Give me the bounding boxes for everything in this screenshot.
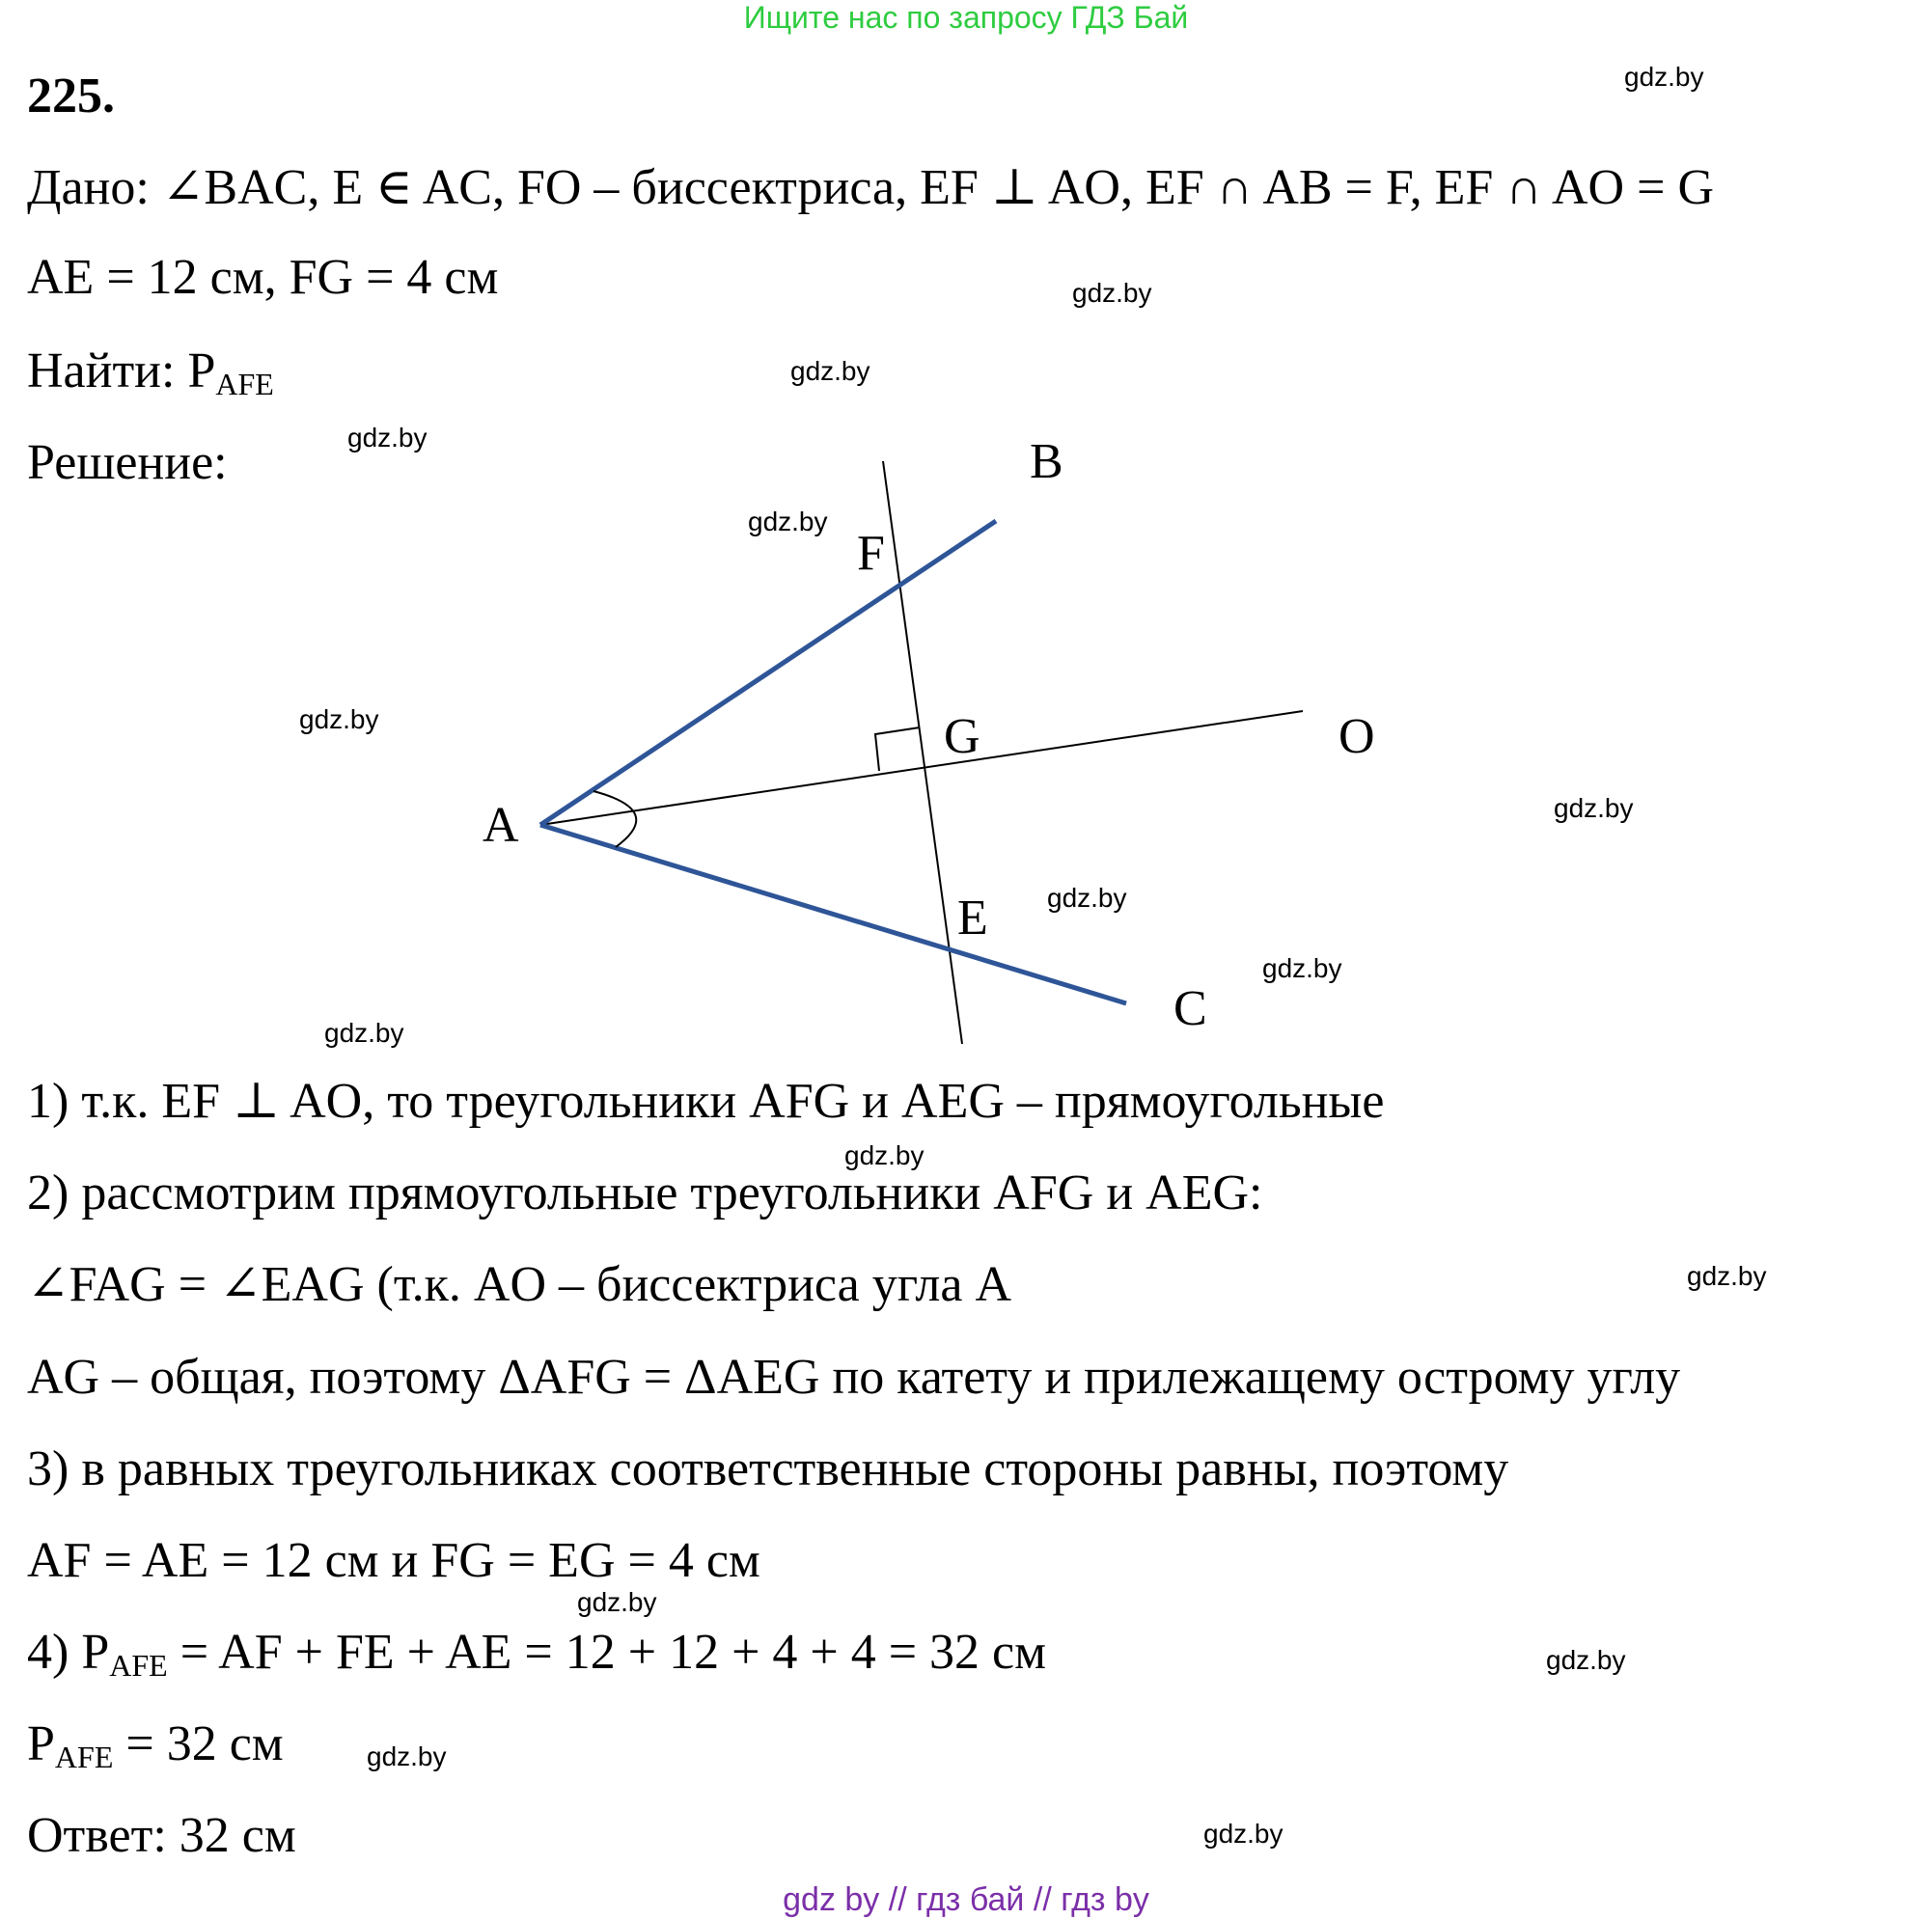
watermark: gdz.by bbox=[299, 704, 379, 734]
step-4 bbox=[27, 1624, 1046, 1682]
geometry-diagram bbox=[0, 444, 1932, 1061]
result-prefix: P bbox=[27, 1716, 55, 1771]
result-line bbox=[27, 1715, 284, 1773]
step-4-subscript: AFE bbox=[109, 1648, 168, 1683]
watermark: gdz.by bbox=[1687, 1261, 1767, 1291]
right-angle-mark bbox=[875, 727, 920, 771]
watermark: gdz.by bbox=[1624, 62, 1704, 92]
watermark: gdz.by bbox=[1072, 278, 1152, 308]
watermark: gdz.by bbox=[1546, 1645, 1626, 1675]
watermark: gdz.by bbox=[1262, 953, 1342, 983]
point-label-c: C bbox=[1173, 981, 1207, 1036]
answer-line: Ответ: 32 см bbox=[27, 1808, 296, 1863]
point-label-e: E bbox=[957, 891, 988, 946]
result-rest: = 32 см bbox=[113, 1716, 284, 1771]
watermark: gdz.by bbox=[367, 1741, 447, 1771]
watermark: gdz.by bbox=[1203, 1819, 1283, 1849]
angle-arc bbox=[593, 791, 636, 847]
find-prefix: Найти: P bbox=[27, 343, 216, 398]
point-label-f: F bbox=[857, 526, 885, 581]
step-4-prefix: 4) P bbox=[27, 1625, 110, 1680]
step-3: 3) в равных треугольниках соответственные стороны равны, поэтому bbox=[27, 1441, 1509, 1496]
watermark: gdz.by bbox=[790, 356, 870, 386]
point-label-b: B bbox=[1030, 444, 1063, 489]
watermark: gdz.by bbox=[577, 1587, 657, 1617]
watermark: gdz.by bbox=[1047, 883, 1127, 913]
watermark: gdz.by bbox=[1554, 793, 1634, 823]
point-label-o: O bbox=[1339, 709, 1375, 764]
ray-ac bbox=[540, 825, 1126, 1003]
solution-label: Решение: bbox=[27, 435, 228, 490]
result-subscript: AFE bbox=[54, 1740, 114, 1774]
footer-links: gdz by // гдз бай // гдз by bbox=[783, 1881, 1149, 1918]
step-1: 1) т.к. EF ⊥ AO, то треугольники AFG и AEG – прямоугольные bbox=[27, 1074, 1385, 1129]
step-4-rest: = AF + FE + AE = 12 + 12 + 4 + 4 = 32 см bbox=[167, 1625, 1047, 1680]
watermark: gdz.by bbox=[844, 1140, 925, 1170]
problem-number: 225. bbox=[27, 69, 115, 123]
ray-ab bbox=[540, 521, 996, 825]
watermark: gdz.by bbox=[324, 1018, 404, 1048]
given-line-2: AE = 12 см, FG = 4 см bbox=[27, 250, 499, 305]
given-line-1: Дано: ∠BAC, E ∈ AC, FO – биссектриса, EF ⊥ AO, EF ∩ AB = F, EF ∩ AO = G bbox=[27, 160, 1714, 215]
watermark: gdz.by bbox=[347, 423, 428, 452]
search-banner: Ищите нас по запросу ГДЗ Бай bbox=[743, 0, 1189, 35]
step-2-angles: ∠FAG = ∠EAG (т.к. AO – биссектриса угла A bbox=[27, 1257, 1011, 1312]
watermark: gdz.by bbox=[748, 507, 828, 536]
step-2-common-side: AG – общая, поэтому ΔAFG = ΔAEG по катету и прилежащему острому углу bbox=[27, 1350, 1681, 1405]
point-label-a: A bbox=[483, 798, 519, 853]
step-3-result: AF = AE = 12 см и FG = EG = 4 см bbox=[27, 1533, 760, 1588]
find-subscript: AFE bbox=[215, 367, 274, 401]
line-ao bbox=[540, 711, 1303, 825]
step-2: 2) рассмотрим прямоугольные треугольники AFG и AEG: bbox=[27, 1165, 1263, 1220]
point-label-g: G bbox=[944, 709, 980, 764]
find-line bbox=[27, 343, 274, 400]
